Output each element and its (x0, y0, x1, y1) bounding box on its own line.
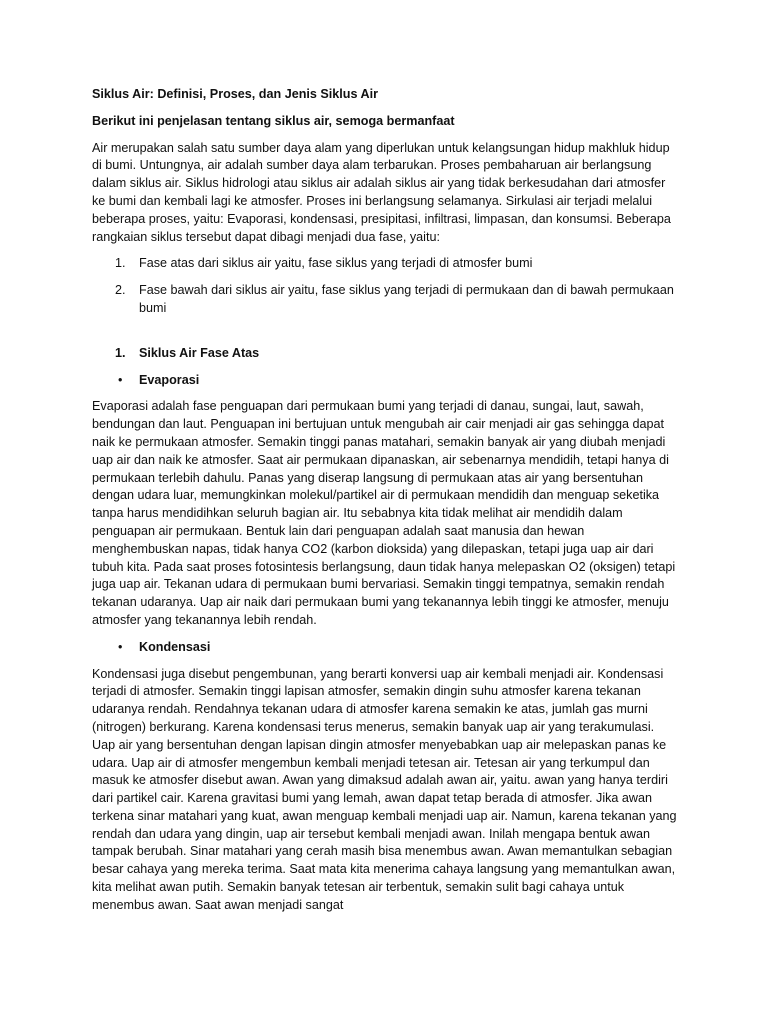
evaporation-heading-text: Evaporasi (139, 372, 200, 387)
document-subtitle: Berikut ini penjelasan tentang siklus air, semoga bermanfaat (92, 113, 455, 128)
intro-paragraph: Air merupakan salah satu sumber daya alam yang diperlukan untuk kelangsungan hidup makhluk hidup di bumi. Untungnya, air adalah sumber daya alam terbarukan. Proses pembaharuan air berlangsung dalam siklus air. Siklus hidrologi atau siklus air adalah siklus air yang tidak berkesudahan dari atmosfer ke bumi dan kembali lagi ke atmosfer. Proses ini berlangsung selamanya. Sirkulasi air terjadi melalui beberapa proses, yaitu: Evaporasi, kondensasi, presipitasi, infiltrasi, limpasan, dan konsumsi. Beberapa rangkaian siklus tersebut dapat dibagi menjadi dua fase, yaitu: (92, 140, 671, 244)
phase-list (92, 255, 680, 317)
phase-number: 1. (115, 256, 126, 271)
condensation-heading-text: Kondensasi (139, 639, 211, 654)
phase-text: Fase bawah dari siklus air yaitu, fase siklus yang terjadi di permukaan dan di bawah permukaan bumi (139, 283, 674, 315)
phase-item-1 (92, 255, 680, 273)
document-page (92, 86, 680, 924)
condensation-bullet-list (92, 639, 680, 657)
bullet-icon: • (118, 639, 123, 654)
evaporation-bullet-list (92, 372, 680, 390)
condensation-heading (92, 639, 680, 657)
condensation-paragraph: Kondensasi juga disebut pengembunan, yang berarti konversi uap air kembali menjadi air. Kondensasi terjadi di atmosfer. Semakin tinggi lapisan atmosfer, semakin dingin suhu atmosfer karena tekanan udaranya rendah. Rendahnya tekanan udara di atmosfer karena semakin ke atas, jumlah gas murni (nitrogen) berkurang. Karena kondensasi terus menerus, semakin banyak uap air yang terakumulasi. Uap air yang bersentuhan dengan lapisan dingin atmosfer menyebabkan uap air melepaskan panas ke udara. Uap air di atmosfer mengembun kembali menjadi tetesan air. Tetesan air yang terkumpul dan masuk ke atmosfer disebut awan. Awan yang dimaksud adalah awan air, yaitu. awan yang hanya terdiri dari partikel cair. Karena gravitasi bumi yang lemah, awan dapat tetap berada di atmosfer. Jika awan terkena sinar matahari yang kuat, awan menguap kembali menjadi uap air. Namun, karena tekanan yang rendah dan udara yang dingin, uap air tersebut kembali menjadi awan. Inilah mengapa bentuk awan tampak berubah. Sinar matahari yang cerah masih bisa menembus awan. Awan memantulkan sebagian besar cahaya yang mereka terima. Saat mata kita menerima cahaya langsung yang memantulkan awan, kita melihat awan putih. Semakin banyak tetesan air terbentuk, semakin sulit bagi cahaya untuk menembus awan. Saat awan menjadi sangat (92, 666, 677, 912)
section-heading (92, 345, 680, 363)
phase-number: 2. (115, 283, 126, 298)
phase-item-2 (92, 282, 680, 318)
section-list (92, 345, 680, 363)
evaporation-paragraph: Evaporasi adalah fase penguapan dari permukaan bumi yang terjadi di danau, sungai, laut, sawah, bendungan dan laut. Penguapan ini bertujuan untuk mengubah air cair menjadi air gas sehingga dapat naik ke permukaan atmosfer. Semakin tinggi panas matahari, semakin banyak air yang diubah menjadi uap air dan naik ke atmosfer. Saat air permukaan dipanaskan, air sebenarnya mendidih, tetapi hanya di permukaan terlebih dahulu. Panas yang diserap langsung di permukaan atas air yang bersentuhan dengan udara luar, memungkinkan molekul/partikel air di permukaan mendidih dan menguap seketika tanpa harus mendidihkan seluruh bagian air. Itu sebabnya kita tidak melihat air mendidih dalam penguapan air permukaan. Bentuk lain dari penguapan adalah saat manusia dan hewan menghembuskan napas, tidak hanya CO2 (karbon dioksida) yang dilepaskan, tetapi juga uap air dari tubuh kita. Pada saat proses fotosintesis berlangsung, daun tidak hanya melepaskan O2 (oksigen) tetapi juga uap air. Tekanan udara di permukaan bumi bervariasi. Semakin tinggi tempatnya, semakin rendah tekanan udaranya. Uap air naik dari permukaan bumi yang tekanannya lebih tinggi ke atmosfer, menuju atmosfer yang tekanannya lebih rendah. (92, 399, 676, 627)
phase-text: Fase atas dari siklus air yaitu, fase siklus yang terjadi di atmosfer bumi (139, 256, 533, 271)
document-title: Siklus Air: Definisi, Proses, dan Jenis Siklus Air (92, 87, 379, 101)
bullet-icon: • (118, 372, 123, 387)
section-number: 1. (115, 345, 126, 360)
evaporation-heading (92, 372, 680, 390)
section-heading-text: Siklus Air Fase Atas (139, 345, 260, 360)
